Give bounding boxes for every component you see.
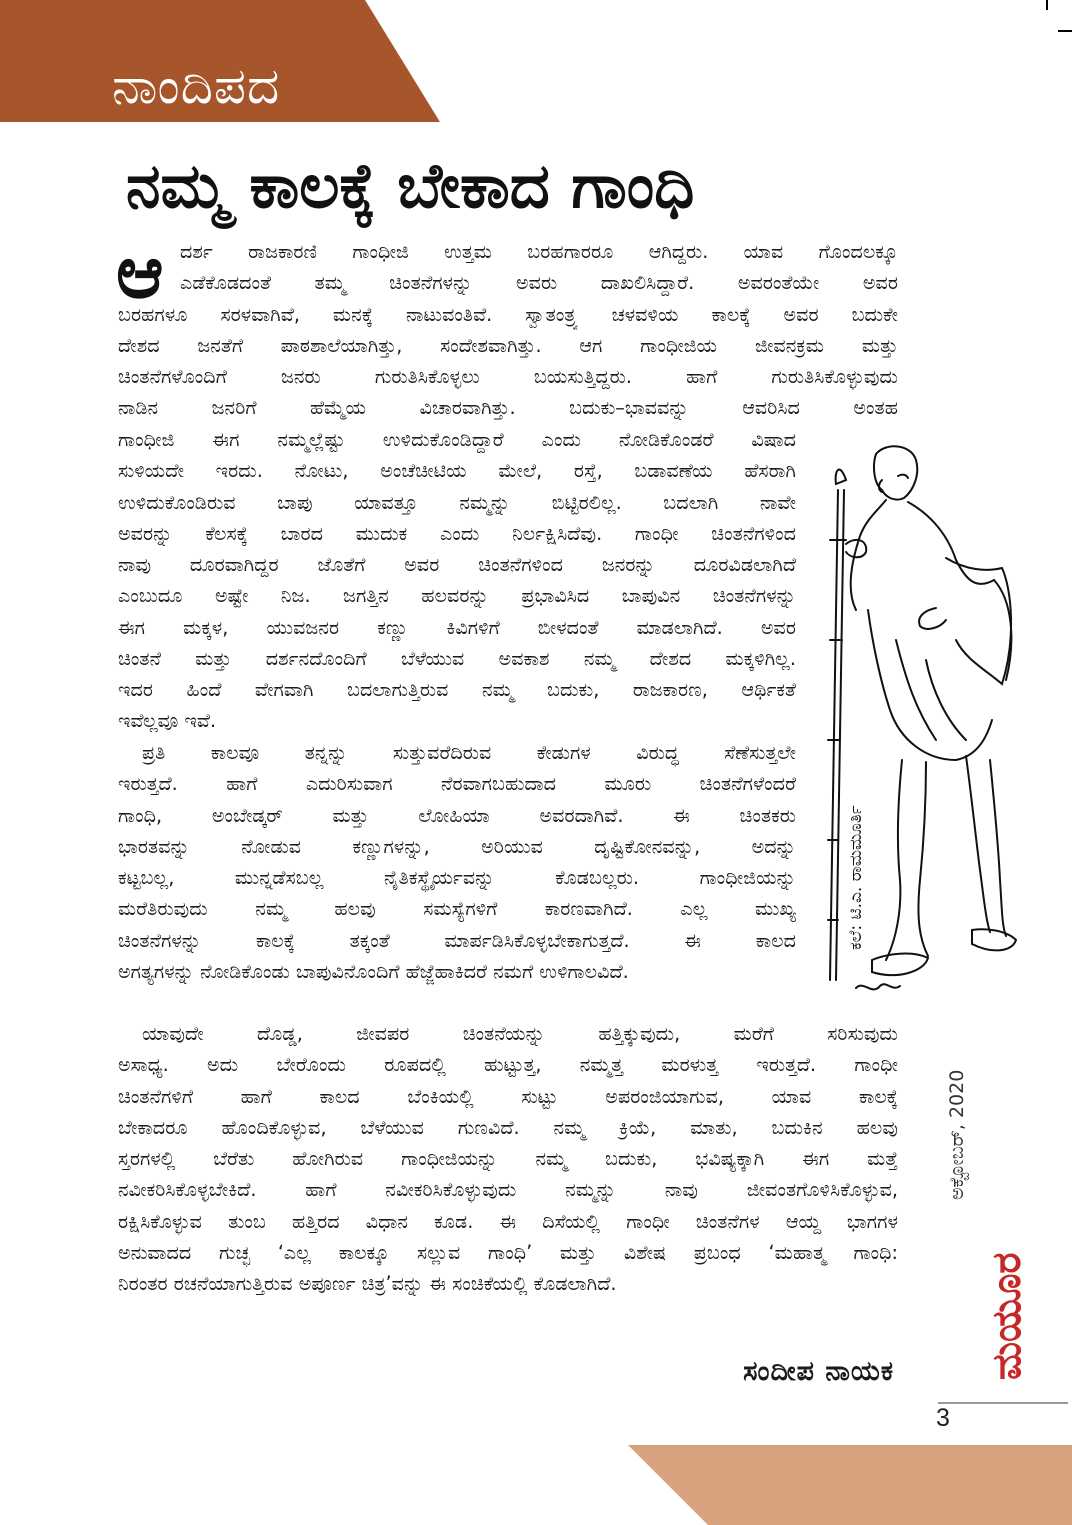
text-line: ಸ್ತರಗಳಲ್ಲಿ ಬೆರೆತು ಹೋಗಿರುವ ಗಾಂಧೀಜಿಯನ್ನು ನಮ್ಮ ಬದುಕು, ಭವಿಷ್ಯಕ್ಕಾಗಿ ಈಗ ಮತ್ತೆ bbox=[118, 1147, 898, 1170]
text-line: ಇದರ ಹಿಂದೆ ವೇಗವಾಗಿ ಬದಲಾಗುತ್ತಿರುವ ನಮ್ಮ ಬದುಕು, ರಾಜಕಾರಣ, ಆರ್ಥಿಕತೆ bbox=[118, 678, 796, 701]
text-line: ನಾಡಿನ ಜನರಿಗೆ ಹೆಮ್ಮೆಯ ವಿಚಾರವಾಗಿತ್ತು. ಬದುಕು–ಭಾವವನ್ನು ಆವರಿಸಿದ ಅಂತಹ bbox=[118, 396, 898, 420]
text-line: ಕಟ್ಟಬಲ್ಲ, ಮುನ್ನಡೆಸಬಲ್ಲ ನೈತಿಕಸ್ಥೈರ್ಯವನ್ನು ಕೊಡಬಲ್ಲರು. ಗಾಂಧೀಜಿಯನ್ನು bbox=[118, 866, 796, 889]
author-signature: ಸಂದೀಪ ನಾಯಕ bbox=[743, 1356, 894, 1387]
text-line: ಚಿಂತನೆ ಮತ್ತು ದರ್ಶನದೊಂದಿಗೆ ಬೆಳೆಯುವ ಅವಕಾಶ ನಮ್ಮ ದೇಶದ ಮಕ್ಕಳಿಗಿಲ್ಲ. bbox=[118, 646, 796, 670]
illustration-caption: ಕಲೆ: ಟಿ.ಎ. ರಾಮಮೂರ್ತಿ bbox=[846, 805, 866, 950]
text-line: ದೇಶದ ಜನತೆಗೆ ಪಾಠಶಾಲೆಯಾಗಿತ್ತು, ಸಂದೇಶವಾಗಿತ್ತು. ಆಗ ಗಾಂಧೀಜಿಯ ಜೀವನಕ್ರಮ ಮತ್ತು bbox=[118, 333, 898, 357]
drop-cap: ಆ bbox=[116, 230, 164, 314]
article-title: ನಮ್ಮ ಕಾಲಕ್ಕೆ ಬೇಕಾದ ಗಾಂಧಿ bbox=[126, 149, 695, 222]
text-line: ಈಗ ಮಕ್ಕಳ, ಯುವಜನರ ಕಣ್ಣು ಕಿವಿಗಳಿಗೆ ಬೀಳದಂತೆ ಮಾಡಲಾಗಿದೆ. ಅವರ bbox=[118, 615, 796, 639]
text-line: ಇರುತ್ತದೆ. ಹಾಗೆ ಎದುರಿಸುವಾಗ ನೆರವಾಗಬಹುದಾದ ಮೂರು ಚಿಂತನೆಗಳೆಂದರೆ bbox=[118, 772, 796, 796]
issue-date: ಅಕ್ಟೋಬರ್, 2020 bbox=[946, 1069, 968, 1200]
text-line: ಗಾಂಧೀಜಿ ಈಗ ನಮ್ಮಲ್ಲೆಷ್ಟು ಉಳಿದುಕೊಂಡಿದ್ದಾರೆ ಎಂದು ನೋಡಿಕೊಂಡರೆ ವಿಷಾದ bbox=[118, 428, 796, 451]
text-line: ಚಿಂತನೆಗಳನ್ನು ಕಾಲಕ್ಕೆ ತಕ್ಕಂತೆ ಮಾರ್ಪಡಿಸಿಕೊಳ್ಳಬೇಕಾಗುತ್ತದೆ. ಈ ಕಾಲದ bbox=[118, 928, 796, 952]
paragraph-2 bbox=[118, 737, 796, 956]
text-line: ದರ್ಶ ರಾಜಕಾರಣಿ ಗಾಂಧೀಜಿ ಉತ್ತಮ ಬರಹಗಾರರೂ ಆಗಿದ್ದರು. ಯಾವ ಗೊಂದಲಕ್ಕೂ bbox=[180, 240, 898, 263]
text-line: ಅಗತ್ಯಗಳನ್ನು ನೋಡಿಕೊಂಡು ಬಾಪುವಿನೊಂದಿಗೆ ಹೆಜ್ಜೆಹಾಕಿದರೆ ನಮಗೆ ಉಳಿಗಾಲವಿದೆ. bbox=[118, 960, 629, 983]
text-line: ಉಳಿದುಕೊಂಡಿರುವ ಬಾಪು ಯಾವತ್ತೂ ನಮ್ಮನ್ನು ಬಿಟ್ಟಿರಲಿಲ್ಲ. ಬದಲಾಗಿ ನಾವೇ bbox=[118, 490, 796, 514]
text-line: ಎಂಬುದೂ ಅಷ್ಟೇ ನಿಜ. ಜಗತ್ತಿನ ಹಲವರನ್ನು ಪ್ರಭಾವಿಸಿದ ಬಾಪುವಿನ ಚಿಂತನೆಗಳನ್ನು bbox=[118, 584, 796, 608]
text-line: ಯಾವುದೇ ದೊಡ್ಡ, ಜೀವಪರ ಚಿಂತನೆಯನ್ನು ಹತ್ತಿಕ್ಕುವುದು, ಮರೆಗೆ ಸರಿಸುವುದು bbox=[142, 1022, 898, 1045]
paragraph-2-last bbox=[118, 956, 858, 987]
text-line: ಬರಹಗಳೂ ಸರಳವಾಗಿವೆ, ಮನಕ್ಕೆ ನಾಟುವಂತಿವೆ. ಸ್ವಾತಂತ್ರ್ಯ ಚಳವಳಿಯ ಕಾಲಕ್ಕೆ ಅವರ ಬದುಕೇ bbox=[118, 302, 898, 326]
crop-mark bbox=[1046, 0, 1048, 10]
text-line: ಅನುವಾದದ ಗುಚ್ಛ ‘ಎಲ್ಲ ಕಾಲಕ್ಕೂ ಸಲ್ಲುವ ಗಾಂಧಿ’ ಮತ್ತು ವಿಶೇಷ ಪ್ರಬಂಧ ‘ಮಹಾತ್ಮ ಗಾಂಧಿ: bbox=[118, 1240, 898, 1264]
text-line: ಮರೆತಿರುವುದು ನಮ್ಮ ಹಲವು ಸಮಸ್ಯೆಗಳಿಗೆ ಕಾರಣವಾಗಿದೆ. ಎಲ್ಲ ಮುಖ್ಯ bbox=[118, 897, 796, 921]
text-line: ನಿರಂತರ ರಚನೆಯಾಗುತ್ತಿರುವ ಅಪೂರ್ಣ ಚಿತ್ರ’ವನ್ನು ಈ ಸಂಚಿಕೆಯಲ್ಲಿ ಕೊಡಲಾಗಿದೆ. bbox=[118, 1272, 617, 1295]
text-line: ಬೇಕಾದರೂ ಹೊಂದಿಕೊಳ್ಳುವ, ಬೆಳೆಯುವ ಗುಣವಿದೆ. ನಮ್ಮ ಕ್ರಿಯೆ, ಮಾತು, ಬದುಕಿನ ಹಲವು bbox=[118, 1115, 898, 1139]
text-line: ಅಸಾಧ್ಯ. ಅದು ಬೇರೊಂದು ರೂಪದಲ್ಲಿ ಹುಟ್ಟುತ್ತ, ನಮ್ಮತ್ತ ಮರಳುತ್ತ ಇರುತ್ತದೆ. ಗಾಂಧೀ bbox=[118, 1053, 898, 1077]
section-label: ನಾಂದಿಪದ bbox=[112, 57, 281, 115]
paragraph-3 bbox=[118, 1018, 898, 1299]
text-line: ನಾವು ದೂರವಾಗಿದ್ದರ ಜೊತೆಗೆ ಅವರ ಚಿಂತನೆಗಳಿಂದ ಜನರನ್ನು ದೂರವಿಡಲಾಗಿದೆ bbox=[118, 553, 796, 576]
footer-band bbox=[628, 1445, 1072, 1525]
text-line: ಚಿಂತನೆಗಳಿಗೆ ಹಾಗೆ ಕಾಲದ ಬೆಂಕಿಯಲ್ಲಿ ಸುಟ್ಟು ಅಪರಂಜಿಯಾಗುವ, ಯಾವ ಕಾಲಕ್ಕೆ bbox=[118, 1084, 898, 1108]
magazine-logo: ಮಯೂರ bbox=[984, 1252, 1030, 1380]
text-line: ರಕ್ಷಿಸಿಕೊಳ್ಳುವ ತುಂಬ ಹತ್ತಿರದ ವಿಧಾನ ಕೂಡ. ಈ ದಿಸೆಯಲ್ಲಿ ಗಾಂಧೀ ಚಿಂತನೆಗಳ ಆಯ್ದ ಭಾಗಗಳ bbox=[118, 1209, 898, 1233]
paragraph-1-continued bbox=[118, 424, 796, 737]
text-line: ಗಾಂಧಿ, ಅಂಬೇಡ್ಕರ್ ಮತ್ತು ಲೋಹಿಯಾ ಅವರದಾಗಿವೆ. ಈ ಚಿಂತಕರು bbox=[118, 803, 796, 827]
paragraph-1 bbox=[116, 230, 898, 424]
text-line: ನವೀಕರಿಸಿಕೊಳ್ಳಬೇಕಿದೆ. ಹಾಗೆ ನವೀಕರಿಸಿಕೊಳ್ಳುವುದು ನಮ್ಮನ್ನು ನಾವು ಜೀವಂತಗೊಳಿಸಿಕೊಳ್ಳುವ, bbox=[118, 1178, 898, 1202]
text-line: ಇವೆಲ್ಲವೂ ಇವೆ. bbox=[118, 709, 217, 733]
text-line: ಅವರನ್ನು ಕೆಲಸಕ್ಕೆ ಬಾರದ ಮುದುಕ ಎಂದು ನಿರ್ಲಕ್ಷಿಸಿದೆವು. ಗಾಂಧೀ ಚಿಂತನೆಗಳಿಂದ bbox=[118, 521, 796, 545]
page-number-rule bbox=[938, 1402, 1068, 1404]
crop-mark bbox=[1058, 30, 1072, 32]
text-line: ಭಾರತವನ್ನು ನೋಡುವ ಕಣ್ಣುಗಳನ್ನು, ಅರಿಯುವ ದೃಷ್ಟಿಕೋನವನ್ನು, ಅದನ್ನು bbox=[118, 834, 796, 858]
text-line: ಚಿಂತನೆಗಳೊಂದಿಗೆ ಜನರು ಗುರುತಿಸಿಕೊಳ್ಳಲು ಬಯಸುತ್ತಿದ್ದರು. ಹಾಗೆ ಗುರುತಿಸಿಕೊಳ್ಳುವುದು bbox=[118, 365, 898, 388]
text-line: ಪ್ರತಿ ಕಾಲವೂ ತನ್ನನ್ನು ಸುತ್ತುವರೆದಿರುವ ಕೇಡುಗಳ ವಿರುದ್ಧ ಸೆಣೆಸುತ್ತಲೇ bbox=[142, 741, 796, 764]
page-number: 3 bbox=[936, 1404, 950, 1432]
text-line: ಎಡೆಕೊಡದಂತೆ ತಮ್ಮ ಚಿಂತನೆಗಳನ್ನು ಅವರು ದಾಖಲಿಸಿದ್ದಾರೆ. ಅವರಂತೆಯೇ ಅವರ bbox=[180, 271, 898, 295]
text-line: ಸುಳಿಯದೇ ಇರದು. ನೋಟು, ಅಂಚೆಚೀಟಿಯ ಮೇಲೆ, ರಸ್ತೆ, ಬಡಾವಣೆಯ ಹೆಸರಾಗಿ bbox=[118, 459, 796, 483]
